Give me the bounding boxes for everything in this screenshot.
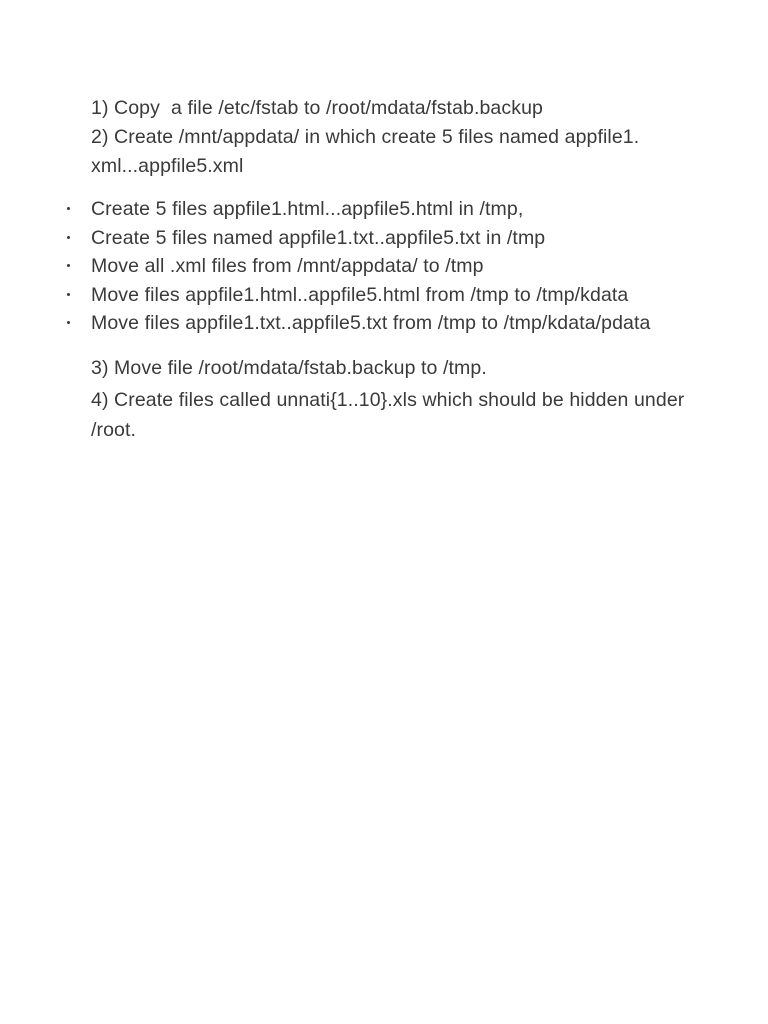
bullet-icon [67,321,70,324]
step-4: 4) Create files called unnati{1..10}.xls which should be hidden under /root. [91,388,690,441]
list-item-text: Move files appfile1.html..appfile5.html from /tmp to /tmp/kdata [91,283,629,306]
list-item [91,252,731,281]
bullet-icon [67,293,70,296]
bullet-icon [67,207,70,210]
list-item [91,195,731,224]
list-item-text: Create 5 files named appfile1.txt..appfile5.txt in /tmp [91,226,546,249]
bullet-icon [67,236,70,239]
list-item [91,309,731,338]
list-item-text: Create 5 files appfile1.html...appfile5.html in /tmp, [91,198,524,220]
step-3: 3) Move file /root/mdata/fstab.backup to /tmp. [91,356,487,379]
step-2: 2) Create /mnt/appdata/ in which create 5 files named appfile1. xml...appfile5.xml [91,126,645,177]
document-body [91,94,731,446]
list-item [91,224,731,253]
list-item [91,281,731,310]
list-item-text: Move all .xml files from /mnt/appdata/ to /tmp [91,255,484,277]
list-item-text: Move files appfile1.txt..appfile5.txt from /tmp to /tmp/kdata/pdata [91,312,651,334]
step-1: 1) Copy a file /etc/fstab to /root/mdata/fstab.backup [91,97,543,119]
sub-steps-list [91,195,731,338]
bullet-icon [67,264,70,267]
